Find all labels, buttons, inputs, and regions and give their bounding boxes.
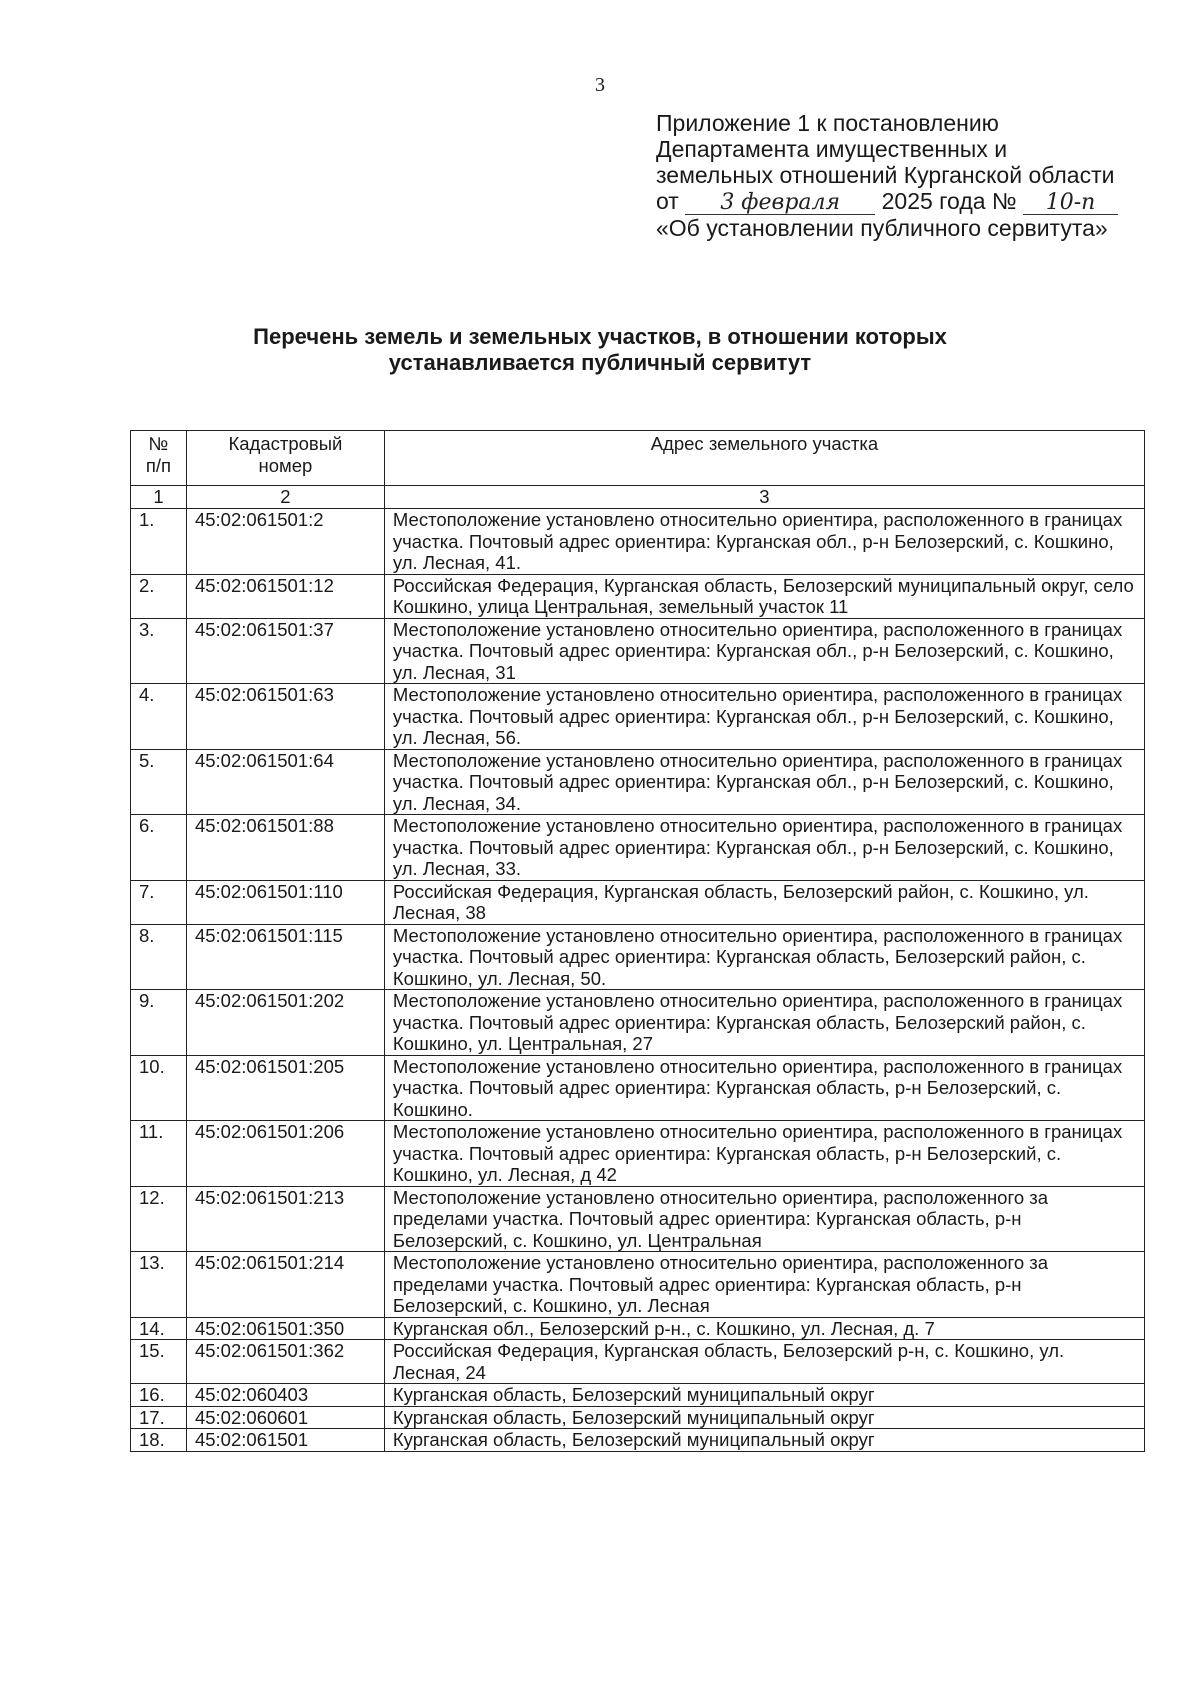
table-row — [131, 880, 1145, 924]
table-row — [131, 1406, 1145, 1429]
land-address: Местоположение установлено относительно ориентира, расположенного в границах участка. Почтовый адрес ориентира: Курганская обл., р-н Белозерский, с. Кошкино, ул. Лесная, 56. — [384, 684, 1144, 750]
row-number: 3. — [131, 618, 187, 684]
table-row — [131, 574, 1145, 618]
handwritten-date: 3 февраля — [685, 192, 875, 215]
cadastral-number: 45:02:061501:202 — [186, 990, 384, 1056]
cadastral-number: 45:02:061501:64 — [186, 749, 384, 815]
table-row — [131, 924, 1145, 990]
cadastral-number: 45:02:061501:2 — [186, 509, 384, 575]
column-number-1: 1 — [131, 486, 187, 509]
handwritten-number: 10-п — [1023, 192, 1118, 215]
land-address: Российская Федерация, Курганская область, Белозерский р-н, с. Кошкино, ул. Лесная, 24 — [384, 1340, 1144, 1384]
table-row — [131, 1429, 1145, 1452]
appendix-line-5: «Об установлении публичного сервитута» — [656, 215, 1108, 241]
cadastral-number: 45:02:061501:88 — [186, 815, 384, 881]
appendix-line-3: земельных отношений Курганской области — [656, 162, 1115, 188]
row-number: 18. — [131, 1429, 187, 1452]
row-number: 7. — [131, 880, 187, 924]
land-address: Местоположение установлено относительно ориентира, расположенного в границах участка. Почтовый адрес ориентира: Курганская область, Белозерский район, с. Кошкино, ул. Центральная, 27 — [384, 990, 1144, 1056]
table-row — [131, 509, 1145, 575]
table-row — [131, 1340, 1145, 1384]
row-number: 12. — [131, 1186, 187, 1252]
land-address: Местоположение установлено относительно ориентира, расположенного в границах участка. Почтовый адрес ориентира: Курганская обл., р-н Белозерский, с. Кошкино, ул. Лесная, 33. — [384, 815, 1144, 881]
cadastral-number: 45:02:061501:205 — [186, 1055, 384, 1121]
row-number: 8. — [131, 924, 187, 990]
row-number: 10. — [131, 1055, 187, 1121]
land-plots-table — [130, 430, 1145, 1452]
cadastral-number: 45:02:061501:362 — [186, 1340, 384, 1384]
row-number: 17. — [131, 1406, 187, 1429]
cadastral-number: 45:02:060403 — [186, 1384, 384, 1407]
cadastral-number: 45:02:061501:110 — [186, 880, 384, 924]
row-number: 2. — [131, 574, 187, 618]
table-row — [131, 815, 1145, 881]
cadastral-number: 45:02:060601 — [186, 1406, 384, 1429]
land-address: Российская Федерация, Курганская область, Белозерский район, с. Кошкино, ул. Лесная, 38 — [384, 880, 1144, 924]
cadastral-number: 45:02:061501:350 — [186, 1317, 384, 1340]
header-cadastral-line-2: номер — [258, 454, 313, 476]
cadastral-number: 45:02:061501:214 — [186, 1252, 384, 1318]
column-number-row — [131, 486, 1145, 509]
document-title — [100, 324, 1100, 376]
table-row — [131, 1317, 1145, 1340]
land-address: Местоположение установлено относительно ориентира, расположенного в границах участка. Почтовый адрес ориентира: Курганская область, р-н Белозерский, с. Кошкино. — [384, 1055, 1144, 1121]
land-address: Курганская область, Белозерский муниципальный округ — [384, 1429, 1144, 1452]
land-address: Местоположение установлено относительно ориентира, расположенного за пределами участка. Почтовый адрес ориентира: Курганская область, р-н Белозерский, с. Кошкино, ул. Лесная — [384, 1252, 1144, 1318]
header-number-line-2: п/п — [145, 454, 172, 476]
table-row — [131, 1384, 1145, 1407]
column-number-3: 3 — [384, 486, 1144, 509]
land-address: Местоположение установлено относительно ориентира, расположенного в границах участка. Почтовый адрес ориентира: Курганская обл., р-н Белозерский, с. Кошкино, ул. Лесная, 34. — [384, 749, 1144, 815]
cadastral-number: 45:02:061501:115 — [186, 924, 384, 990]
table-row — [131, 1121, 1145, 1187]
title-line-1: Перечень земель и земельных участков, в отношении которых — [253, 324, 947, 349]
table-header-row — [131, 431, 1145, 486]
land-address: Российская Федерация, Курганская область, Белозерский муниципальный округ, село Кошкино, улица Центральная, земельный участок 11 — [384, 574, 1144, 618]
row-number: 11. — [131, 1121, 187, 1187]
cadastral-number: 45:02:061501:37 — [186, 618, 384, 684]
table-row — [131, 1252, 1145, 1318]
cadastral-number: 45:02:061501:63 — [186, 684, 384, 750]
header-cadastral — [186, 431, 384, 486]
row-number: 9. — [131, 990, 187, 1056]
land-address: Местоположение установлено относительно ориентира, расположенного в границах участка. Почтовый адрес ориентира: Курганская область, р-н Белозерский, с. Кошкино, ул. Лесная, д 42 — [384, 1121, 1144, 1187]
land-address: Местоположение установлено относительно ориентира, расположенного в границах участка. Почтовый адрес ориентира: Курганская обл., р-н Белозерский, с. Кошкино, ул. Лесная, 31 — [384, 618, 1144, 684]
header-number-line-1: № — [148, 433, 169, 454]
row-number: 15. — [131, 1340, 187, 1384]
cadastral-number: 45:02:061501 — [186, 1429, 384, 1452]
land-address: Местоположение установлено относительно ориентира, расположенного в границах участка. Почтовый адрес ориентира: Курганская область, Белозерский район, с. Кошкино, ул. Лесная, 50. — [384, 924, 1144, 990]
year-text: 2025 года № — [881, 188, 1017, 214]
appendix-line-1: Приложение 1 к постановлению — [656, 110, 999, 136]
row-number: 5. — [131, 749, 187, 815]
cadastral-number: 45:02:061501:213 — [186, 1186, 384, 1252]
row-number: 16. — [131, 1384, 187, 1407]
table-row — [131, 1055, 1145, 1121]
cadastral-number: 45:02:061501:206 — [186, 1121, 384, 1187]
row-number: 6. — [131, 815, 187, 881]
row-number: 4. — [131, 684, 187, 750]
header-address: Адрес земельного участка — [384, 431, 1144, 486]
row-number: 13. — [131, 1252, 187, 1318]
page-number: 3 — [595, 74, 605, 96]
table-row — [131, 618, 1145, 684]
land-address: Курганская область, Белозерский муниципальный округ — [384, 1384, 1144, 1407]
header-number — [131, 431, 187, 486]
land-address: Курганская обл., Белозерский р-н., с. Кошкино, ул. Лесная, д. 7 — [384, 1317, 1144, 1340]
row-number: 1. — [131, 509, 187, 575]
title-line-2: устанавливается публичный сервитут — [388, 350, 812, 375]
date-prefix: от — [656, 188, 679, 214]
table-row — [131, 749, 1145, 815]
table-row — [131, 990, 1145, 1056]
table-row — [131, 1186, 1145, 1252]
land-address: Курганская область, Белозерский муниципальный округ — [384, 1406, 1144, 1429]
appendix-line-2: Департамента имущественных и — [656, 136, 1008, 162]
cadastral-number: 45:02:061501:12 — [186, 574, 384, 618]
land-address: Местоположение установлено относительно ориентира, расположенного в границах участка. Почтовый адрес ориентира: Курганская обл., р-н Белозерский, с. Кошкино, ул. Лесная, 41. — [384, 509, 1144, 575]
appendix-date-line — [656, 188, 1176, 215]
column-number-2: 2 — [186, 486, 384, 509]
land-address: Местоположение установлено относительно ориентира, расположенного за пределами участка. Почтовый адрес ориентира: Курганская область, р-н Белозерский, с. Кошкино, ул. Центральная — [384, 1186, 1144, 1252]
table-row — [131, 684, 1145, 750]
header-cadastral-line-1: Кадастровый — [228, 433, 343, 454]
row-number: 14. — [131, 1317, 187, 1340]
appendix-header — [656, 110, 1176, 241]
